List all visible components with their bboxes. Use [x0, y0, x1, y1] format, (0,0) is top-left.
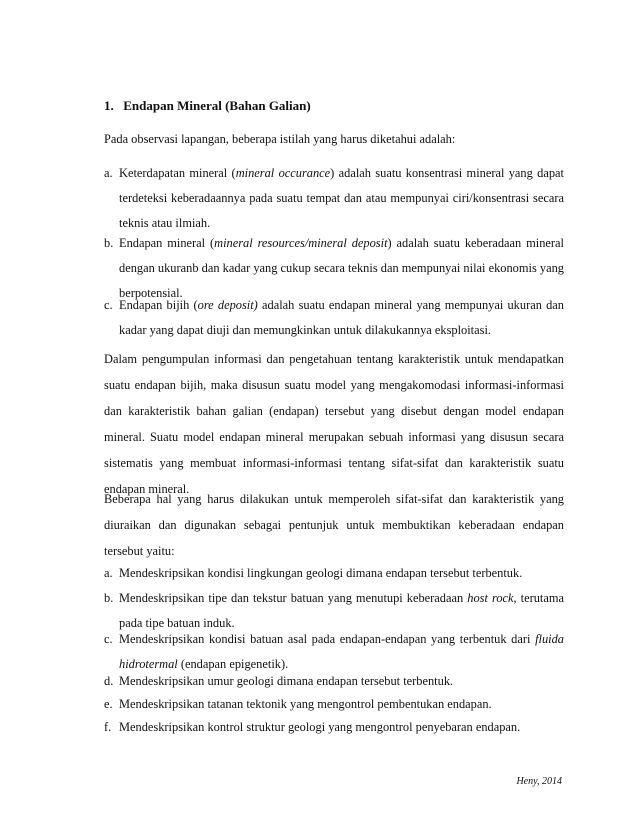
step-item	[104, 692, 564, 717]
step-text: Mendeskripsikan kondisi batuan asal pada endapan-endapan yang terbentuk dari fluida hidrotermal (endapan epigenetik).	[119, 632, 564, 671]
step-label: c.	[104, 632, 113, 646]
step-text: Mendeskripsikan kontrol struktur geologi yang mengontrol penyebaran endapan.	[119, 720, 521, 734]
step-text: Mendeskripsikan umur geologi dimana endapan tersebut terbentuk.	[119, 674, 454, 688]
term-item	[104, 293, 564, 343]
section-heading	[104, 98, 311, 114]
step-item	[104, 561, 564, 586]
step-item	[104, 715, 564, 740]
step-label: f.	[104, 720, 112, 734]
step-text: Mendeskripsikan kondisi lingkungan geologi dimana endapan tersebut terbentuk.	[119, 566, 523, 580]
intro-paragraph: Pada observasi lapangan, beberapa istilah yang harus diketahui adalah:	[104, 132, 456, 146]
term-label: c.	[104, 298, 113, 312]
term-label: a.	[104, 166, 113, 180]
step-label: e.	[104, 697, 113, 711]
body-paragraph: Beberapa hal yang harus dilakukan untuk memperoleh sifat-sifat dan karakteristik yang diuraikan dan digunakan sebagai pentunjuk untuk membuktikan keberadaan endapan tersebut yaitu:	[104, 492, 564, 558]
step-label: a.	[104, 566, 113, 580]
step-text: Mendeskripsikan tipe dan tekstur batuan yang menutupi keberadaan host rock, terutama pada tipe batuan induk.	[119, 591, 565, 630]
step-text: Mendeskripsikan tatanan tektonik yang mengontrol pembentukan endapan.	[119, 697, 492, 711]
term-item	[104, 161, 564, 236]
term-text: Keterdapatan mineral (mineral occurance) adalah suatu konsentrasi mineral yang dapat terdeteksi keberadaannya pada suatu tempat dan atau mempunyai ciri/konsentrasi secara teknis atau ilmiah.	[119, 166, 564, 230]
term-text: Endapan bijih (ore deposit) adalah suatu endapan mineral yang mempunyai ukuran dan kadar yang dapat diuji dan memungkinkan untuk dilakukannya eksploitasi.	[119, 298, 564, 337]
term-label: b.	[104, 236, 114, 250]
step-label: d.	[104, 674, 114, 688]
body-paragraph: Dalam pengumpulan informasi dan pengetahuan tentang karakteristik untuk mendapatkan suatu endapan bijih, maka disusun suatu model yang mengakomodasi informasi-informasi dan karakteristik bahan galian (endapan) tersebut yang disebut dengan model endapan mineral. Suatu model endapan mineral merupakan sebuah informasi yang disusun secara sistematis yang membuat informasi-informasi tentang sifat-sifat dan karakteristik suatu endapan mineral.	[104, 352, 564, 496]
page-footer: Heny, 2014	[516, 776, 562, 787]
step-label: b.	[104, 591, 114, 605]
term-text: Endapan mineral (mineral resources/mineral deposit) adalah suatu keberadaan mineral dengan ukuranb dan kadar yang cukup secara teknis dan mempunyai nilai ekonomis yang berpotensial.	[119, 236, 564, 300]
section-number: 1.	[104, 98, 114, 113]
step-item	[104, 669, 564, 694]
section-title: Endapan Mineral (Bahan Galian)	[123, 98, 311, 113]
